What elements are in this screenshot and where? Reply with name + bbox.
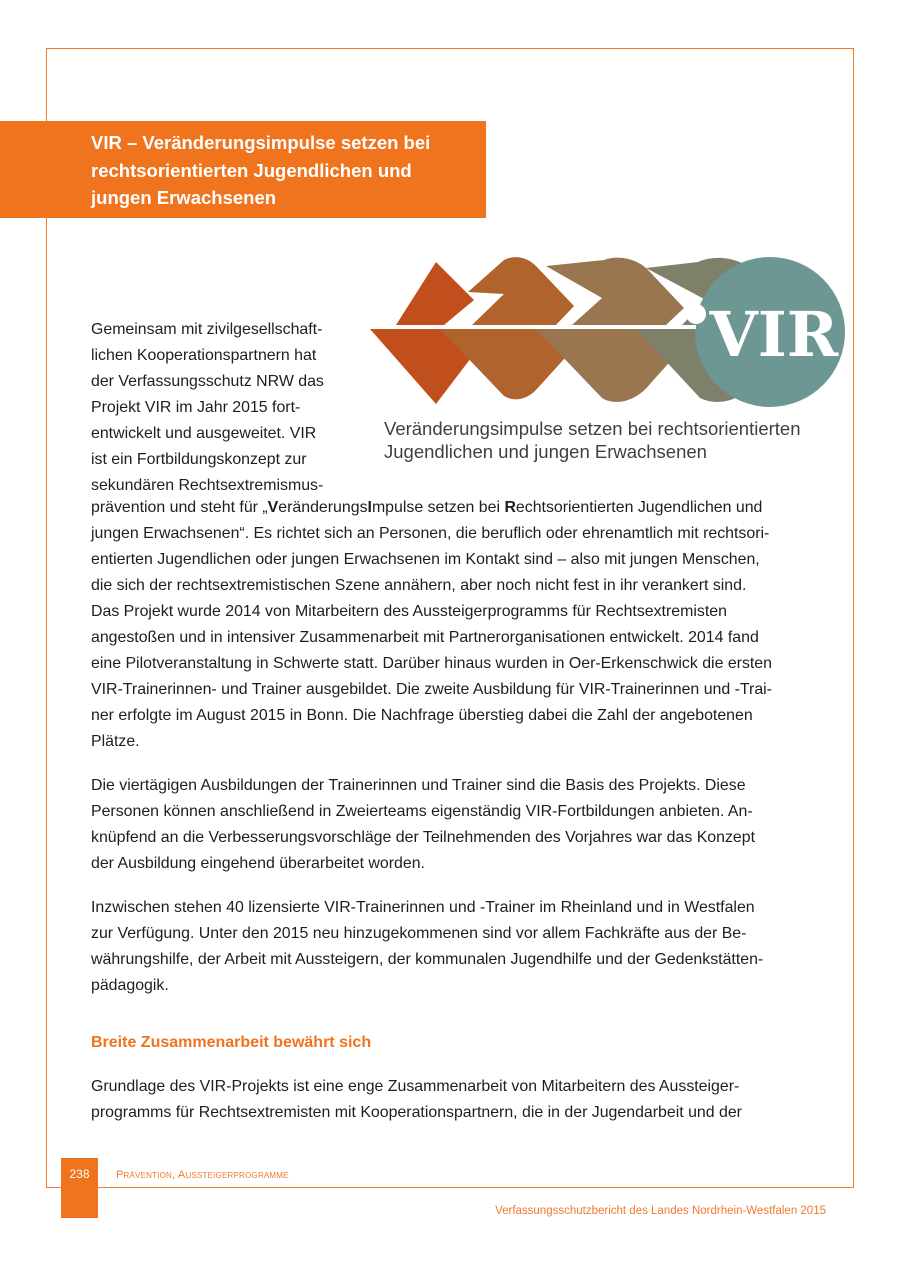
text-line: währungshilfe, der Arbeit mit Aussteigern, der kommunalen Jugendhilfe und der Gedenkstätten-	[91, 951, 764, 968]
title-line: rechtsorientierten Jugendlichen und	[91, 159, 412, 181]
title-line: jungen Erwachsenen	[91, 187, 277, 208]
text-line: Projekt VIR im Jahr 2015 fort-	[91, 399, 301, 416]
section-subheading: Breite Zusammenarbeit bewährt sich	[91, 1034, 372, 1051]
text-line: angestoßen und in intensiver Zusammenarbeit mit Partnerorganisationen entwickelt. 2014 fand	[91, 629, 759, 646]
text-line: sekundären Rechtsextremismus-	[91, 477, 324, 494]
logo-caption-line: Jugendlichen und jungen Erwachsenen	[384, 441, 707, 462]
text-line: eine Pilotveranstaltung in Schwerte statt. Darüber hinaus wurden in Oer-Erkenschwick die ersten	[91, 655, 772, 672]
page-number-box	[61, 1158, 98, 1218]
acronym-letter: V	[267, 499, 279, 516]
logo-caption	[384, 417, 854, 463]
logo-caption-line: Veränderungsimpulse setzen bei rechtsorientierten	[384, 418, 801, 439]
acronym-letter: R	[504, 499, 516, 516]
text-line: zur Verfügung. Unter den 2015 neu hinzugekommenen sind vor allem Fachkräfte aus der Be-	[91, 925, 747, 942]
text-line	[91, 495, 831, 521]
running-section-label: Prävention, Aussteigerprogramme	[116, 1169, 289, 1181]
text-line: der Verfassungsschutz NRW das	[91, 373, 324, 390]
final-paragraph	[91, 1074, 831, 1126]
text-line: lichen Kooperationspartnern hat	[91, 347, 317, 364]
text-line: Inzwischen stehen 40 lizensierte VIR-Trainerinnen und -Trainer im Rheinland und in Westfalen	[91, 899, 755, 916]
text-line: ner erfolgte im August 2015 in Bonn. Die Nachfrage überstieg dabei die Zahl der angebotenen	[91, 707, 753, 724]
publication-footer: Verfassungsschutzbericht des Landes Nordrhein-Westfalen 2015	[495, 1205, 826, 1217]
text-line: Gemeinsam mit zivilgesellschaft-	[91, 321, 323, 338]
acronym-letter: I	[367, 499, 372, 516]
text-line: die sich der rechtsextremistischen Szene annähern, aber noch nicht fest in ihr verankert sind.	[91, 577, 747, 594]
body-text-column	[91, 495, 831, 999]
intro-narrow-column	[91, 317, 361, 499]
page-number: 238	[69, 1167, 90, 1181]
text-line: entierten Jugendlichen oder jungen Erwachsenen im Kontakt sind – also mit jungen Menschen,	[91, 551, 760, 568]
text-run: eränderungs	[278, 499, 368, 516]
text-line: Plätze.	[91, 733, 140, 750]
text-line: knüpfend an die Verbesserungsvorschläge der Teilnehmenden des Vorjahres war das Konzept	[91, 829, 756, 846]
text-line: Grundlage des VIR-Projekts ist eine enge Zusammenarbeit von Mitarbeitern des Aussteiger-	[91, 1078, 740, 1095]
text-line: VIR-Trainerinnen- und Trainer ausgebildet. Die zweite Ausbildung für VIR-Trainerinnen und -Trai-	[91, 681, 772, 698]
logo-wordmark: VIR	[709, 298, 839, 371]
article-title	[91, 129, 481, 212]
text-line: ist ein Fortbildungskonzept zur	[91, 451, 307, 468]
title-line: VIR – Veränderungsimpulse setzen bei	[91, 132, 431, 153]
vir-logo	[366, 254, 850, 414]
text-line: Personen können anschließend in Zweierteams eigenständig VIR-Fortbildungen anbieten. An-	[91, 803, 753, 820]
text-line: jungen Erwachsenen“. Es richtet sich an Personen, die beruflich oder ehrenamtlich mit rechtsori-	[91, 525, 770, 542]
text-line: Das Projekt wurde 2014 von Mitarbeitern des Aussteigerprogramms für Rechtsextremisten	[91, 603, 727, 620]
text-line: Die viertägigen Ausbildungen der Trainerinnen und Trainer sind die Basis des Projekts. Diese	[91, 777, 746, 794]
text-run: mpulse setzen bei	[371, 499, 505, 516]
title-band	[0, 121, 486, 218]
text-run: prävention und steht für „	[91, 499, 268, 516]
text-line: pädagogik.	[91, 977, 169, 994]
logo-line	[366, 325, 696, 329]
logo-dot	[686, 304, 706, 324]
text-line: entwickelt und ausgeweitet. VIR	[91, 425, 317, 442]
text-line: der Ausbildung eingehend überarbeitet worden.	[91, 855, 425, 872]
text-run: echtsorientierten Jugendlichen und	[515, 499, 763, 516]
text-line: programms für Rechtsextremisten mit Kooperationspartnern, die in der Jugendarbeit und der	[91, 1104, 742, 1121]
